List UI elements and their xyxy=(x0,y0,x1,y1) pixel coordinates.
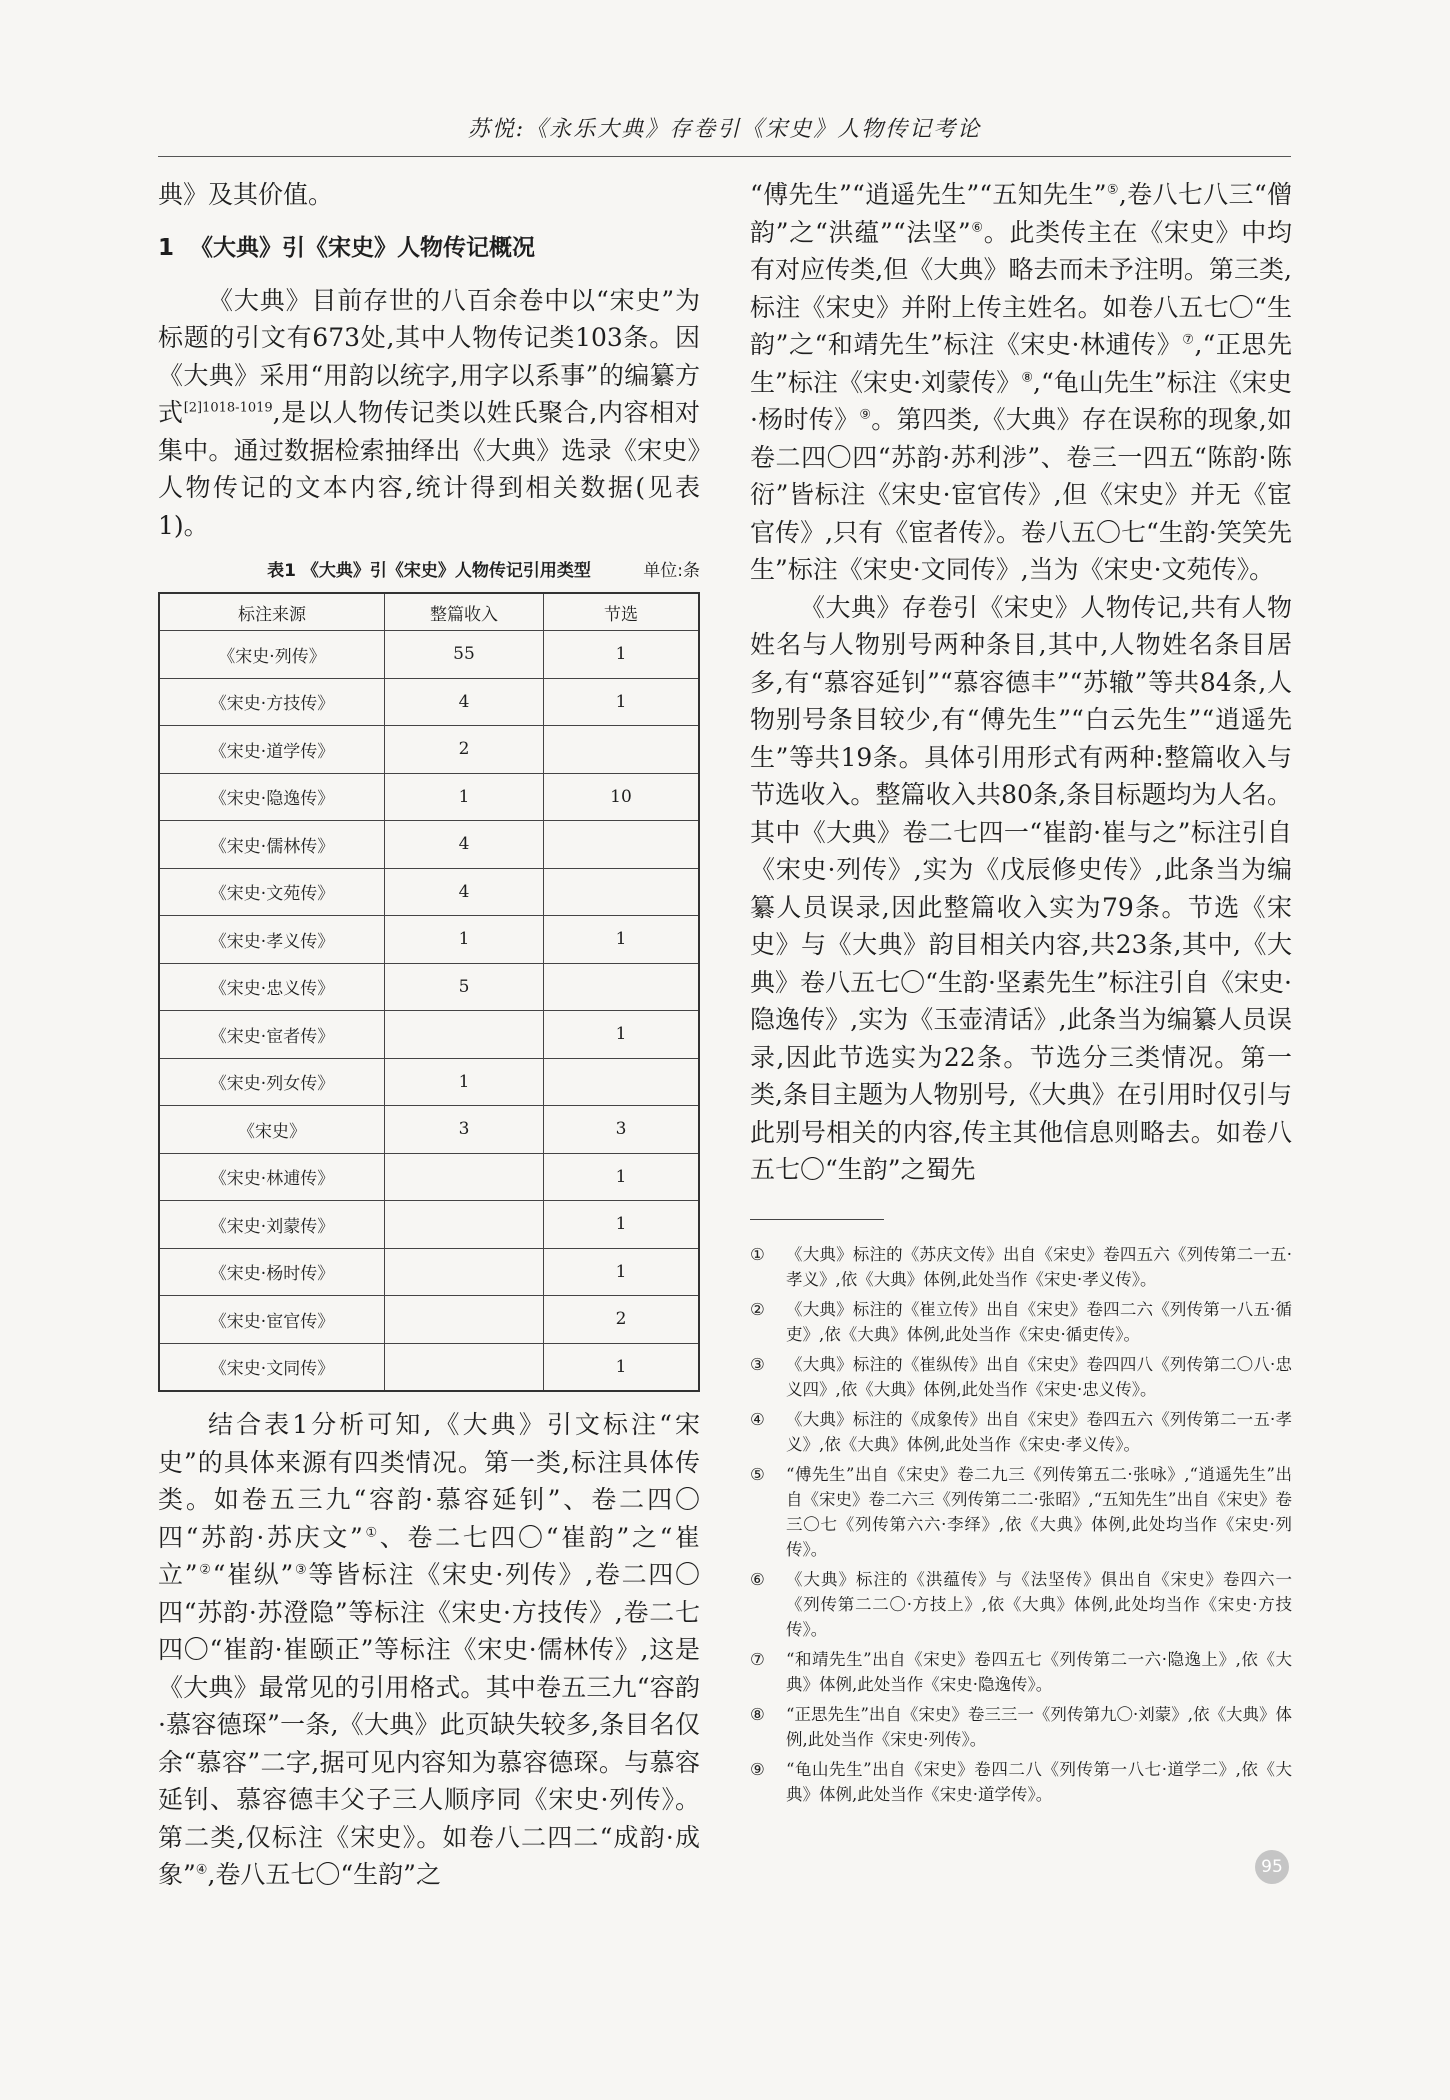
table-title: 表1 《大典》引《宋史》人物传记引用类型 xyxy=(267,561,591,581)
table-row xyxy=(159,1343,699,1391)
table-cell: 3 xyxy=(544,1106,700,1154)
table-unit: 单位:条 xyxy=(643,561,700,581)
footnotes xyxy=(750,1242,1292,1807)
table-cell: 《宋史·方技传》 xyxy=(159,678,385,726)
left-column xyxy=(158,176,700,1894)
footnote xyxy=(750,1352,1292,1402)
table-cell: 3 xyxy=(385,1106,544,1154)
section-number: 1 xyxy=(158,234,175,261)
footnote-mark: ④ xyxy=(750,1409,765,1429)
footnote-ref: ② xyxy=(197,1562,213,1578)
table-cell: 1 xyxy=(544,1153,700,1201)
table-cell: 10 xyxy=(544,773,700,821)
footnote-ref: ⑨ xyxy=(859,407,872,423)
table-cell: 《宋史·隐逸传》 xyxy=(159,773,385,821)
paragraph-3-text: 。此类传主在《宋史》中均有对应传类,但《大典》略去而未予注明。第三类,标注《宋史》并附上传主姓名。如卷八五七〇“生韵”之“和靖先生”标注《宋史·林逋传》 xyxy=(750,217,1292,359)
footnote-mark: ⑨ xyxy=(750,1759,765,1779)
paragraph-1-text-a: 《大典》目前存世的八百余卷中以“宋史”为标题的引文有673处,其中人物传记类103条。因《大典》采用“用韵以统字,用字以系事”的编纂方式 xyxy=(158,285,700,427)
table-cell: 《宋史·宦官传》 xyxy=(159,1296,385,1344)
footnote-text: 《大典》标注的《成象传》出自《宋史》卷四五六《列传第二一五·孝义》,依《大典》体例,此处当作《宋史·孝义传》。 xyxy=(786,1409,1292,1454)
table-header-cell: 整篇收入 xyxy=(385,593,544,631)
footnote-mark: ⑦ xyxy=(750,1649,765,1669)
table-row xyxy=(159,963,699,1011)
table-header-cell: 标注来源 xyxy=(159,593,385,631)
table-cell: 1 xyxy=(544,678,700,726)
table-row xyxy=(159,773,699,821)
table-cell: 1 xyxy=(544,1248,700,1296)
table-cell: 2 xyxy=(385,726,544,774)
table-cell: 1 xyxy=(385,773,544,821)
paragraph-3 xyxy=(750,176,1292,589)
table-cell xyxy=(544,821,700,869)
table-cell: 1 xyxy=(544,1343,700,1391)
paragraph-2-text: ,卷八五七〇“生韵”之 xyxy=(207,1860,441,1889)
paragraph-4: 《大典》存卷引《宋史》人物传记,共有人物姓名与人物别号两种条目,其中,人物姓名条目居多,有“慕容延钊”“慕容德丰”“苏辙”等共84条,人物别号条目较少,有“傅先生”“白云先生”“逍遥先生”等共19条。具体引用形式有两种:整篇收入与节选收入。整篇收入共80条,条目标题均为人名。其中《大典》卷二七四一“崔韵·崔与之”标注引自《宋史·列传》,实为《戊辰修史传》,此条当为编纂人员误录,因此整篇收入实为79条。节选《宋史》与《大典》韵目相关内容,共23条,其中,《大典》卷八五七〇“生韵·坚素先生”标注引自《宋史·隐逸传》,实为《玉壶清话》,此条当为编纂人员误录,因此节选实为22条。节选分三类情况。第一类,条目主题为人物别号,《大典》在引用时仅引与此别号相关的内容,传主其他信息则略去。如卷八五七〇“生韵”之蜀先 xyxy=(750,592,1292,1184)
footnote-ref: ⑦ xyxy=(1182,332,1195,348)
table-row xyxy=(159,1153,699,1201)
table-cell: 《宋史·忠义传》 xyxy=(159,963,385,1011)
footnote-mark: ⑧ xyxy=(750,1704,765,1724)
table-cell xyxy=(544,726,700,774)
table-cell: 4 xyxy=(385,821,544,869)
footnote-mark: ③ xyxy=(750,1354,765,1374)
table-cell xyxy=(385,1296,544,1344)
table-cell: 《宋史·孝义传》 xyxy=(159,916,385,964)
footnote-ref: ⑥ xyxy=(970,220,984,236)
table-cell: 《宋史·列传》 xyxy=(159,631,385,679)
table-cell xyxy=(544,1058,700,1106)
table-cell xyxy=(385,1153,544,1201)
paragraph-3-text: ,“正思先生”标注《宋史·刘蒙传》 xyxy=(750,330,1292,397)
footnote-ref: ① xyxy=(362,1525,380,1541)
paragraph-3-text: ,“龟山先生”标注《宋史·杨时传》 xyxy=(750,367,1293,434)
table-row xyxy=(159,631,699,679)
paragraph-2-text: 等皆标注《宋史·列传》,卷二四〇四“苏韵·苏澄隐”等标注《宋史·方技传》,卷二七四〇“崔韵·崔颐正”等标注《宋史·儒林传》,这是《大典》最常见的引用格式。其中卷五三九“容韵·慕容德琛”一条,《大典》此页缺失较多,条目名仅余“慕容”二字,据可见内容知为慕容德琛。与慕容延钊、慕容德丰父子三人顺序同《宋史·列传》。第二类,仅标注《宋史》。如卷八二四二“成韵·成象” xyxy=(158,1560,701,1889)
table-cell: 《宋史·刘蒙传》 xyxy=(159,1201,385,1249)
table-header-row xyxy=(159,593,699,631)
footnote-ref: ⑧ xyxy=(1021,370,1034,386)
table-cell xyxy=(385,1011,544,1059)
table-cell: 《宋史》 xyxy=(159,1106,385,1154)
table-cell: 《宋史·杨时传》 xyxy=(159,1248,385,1296)
table-row xyxy=(159,1248,699,1296)
footnote xyxy=(750,1297,1292,1347)
footnote xyxy=(750,1242,1292,1292)
table-cell: 1 xyxy=(385,1058,544,1106)
footnote xyxy=(750,1462,1292,1562)
table-row xyxy=(159,821,699,869)
footnote-rule xyxy=(750,1219,884,1220)
footnote-mark: ② xyxy=(750,1299,765,1319)
table-cell: 55 xyxy=(385,631,544,679)
footnote-text: “和靖先生”出自《宋史》卷四五七《列传第二一六·隐逸上》,依《大典》体例,此处当作《宋史·隐逸传》。 xyxy=(786,1649,1292,1694)
footnote-text: 《大典》标注的《洪蕴传》与《法坚传》俱出自《宋史》卷四六一《列传第二二〇·方技上》,依《大典》体例,此处均当作《宋史·方技传》。 xyxy=(786,1569,1292,1639)
right-column xyxy=(750,176,1292,1812)
footnote-ref: ③ xyxy=(293,1562,309,1578)
table-cell: 《宋史·文同传》 xyxy=(159,1343,385,1391)
citation-superscript: [2]1018-1019 xyxy=(183,400,273,416)
table-row xyxy=(159,726,699,774)
table-cell: 2 xyxy=(544,1296,700,1344)
footnote-mark: ⑥ xyxy=(750,1569,765,1589)
footnote-text: 《大典》标注的《崔立传》出自《宋史》卷四二六《列传第一八五·循吏》,依《大典》体例,此处当作《宋史·循吏传》。 xyxy=(786,1299,1292,1344)
paragraph-2 xyxy=(158,1406,700,1894)
paragraph-3-text: “傅先生”“逍遥先生”“五知先生” xyxy=(750,180,1107,209)
paragraph-2-text: 、卷二七四〇“崔韵”之“崔立” xyxy=(158,1522,701,1589)
table-cell: 1 xyxy=(544,1011,700,1059)
paragraph-2-text: “崔纵” xyxy=(212,1560,294,1589)
footnote-mark: ① xyxy=(750,1244,765,1264)
paragraph-3-text: 。第四类,《大典》存在误称的现象,如卷二四〇四“苏韵·苏利涉”、卷三一四五“陈韵·陈衍”皆标注《宋史·宦官传》,但《宋史》并无《宦官传》,只有《宦者传》。卷八五〇七“生韵·笑笑先生”标注《宋史·文同传》,当为《宋史·文苑传》。 xyxy=(750,405,1292,584)
table-cell: 1 xyxy=(544,1201,700,1249)
table-row xyxy=(159,1011,699,1059)
footnote-text: “正思先生”出自《宋史》卷三三一《列传第九〇·刘蒙》,依《大典》体例,此处当作《宋史·列传》。 xyxy=(786,1704,1292,1749)
table-cell: 5 xyxy=(385,963,544,1011)
footnote-text: “龟山先生”出自《宋史》卷四二八《列传第一八七·道学二》,依《大典》体例,此处当作《宋史·道学传》。 xyxy=(786,1759,1292,1804)
table-cell: 《宋史·列女传》 xyxy=(159,1058,385,1106)
paragraph-3-text: ,卷八七八三“僧韵”之“洪蕴”“法坚” xyxy=(750,180,1292,247)
table-cell xyxy=(544,868,700,916)
table-row xyxy=(159,1058,699,1106)
table-cell xyxy=(385,1248,544,1296)
table-cell: 4 xyxy=(385,678,544,726)
table-cell: 《宋史·宦者传》 xyxy=(159,1011,385,1059)
page-number: 95 xyxy=(1255,1850,1289,1884)
citation-type-table xyxy=(158,592,700,1392)
footnote xyxy=(750,1757,1292,1807)
paragraph-1 xyxy=(158,282,700,545)
footnote-text: “傅先生”出自《宋史》卷二九三《列传第五二·张咏》,“逍遥先生”出自《宋史》卷二六三《列传第二二·张昭》,“五知先生”出自《宋史》卷三〇七《列传第六六·李绎》,依《大典》体例,此处均当作《宋史·列传》。 xyxy=(786,1464,1292,1559)
running-head: 苏悦:《永乐大典》存卷引《宋史》人物传记考论 xyxy=(467,117,982,142)
section-heading xyxy=(158,228,700,268)
table-cell: 1 xyxy=(385,916,544,964)
table-row xyxy=(159,678,699,726)
footnote xyxy=(750,1407,1292,1457)
paragraph-1-text-b: ,是以人物传记类以姓氏聚合,内容相对集中。通过数据检索抽绎出《大典》选录《宋史》人物传记的文本内容,统计得到相关数据(见表1)。 xyxy=(158,398,700,540)
table-cell: 《宋史·林逋传》 xyxy=(159,1153,385,1201)
table-body xyxy=(159,631,699,1392)
table-cell: 《宋史·道学传》 xyxy=(159,726,385,774)
footnote-text: 《大典》标注的《崔纵传》出自《宋史》卷四四八《列传第二〇八·忠义四》,依《大典》体例,此处当作《宋史·忠义传》。 xyxy=(786,1354,1292,1399)
footnote-text: 《大典》标注的《苏庆文传》出自《宋史》卷四五六《列传第二一五·孝义》,依《大典》体例,此处当作《宋史·孝义传》。 xyxy=(786,1244,1292,1289)
table-cell: 4 xyxy=(385,868,544,916)
table-row xyxy=(159,1106,699,1154)
paragraph-2-text: 结合表1分析可知,《大典》引文标注“宋史”的具体来源有四类情况。第一类,标注具体传类。如卷五三九“容韵·慕容延钊”、卷二四〇四“苏韵·苏庆文” xyxy=(158,1410,700,1552)
table-row xyxy=(159,916,699,964)
table-cell xyxy=(385,1343,544,1391)
table-cell: 《宋史·文苑传》 xyxy=(159,868,385,916)
intro-fragment: 典》及其价值。 xyxy=(158,180,334,209)
table-row xyxy=(159,868,699,916)
section-title: 《大典》引《宋史》人物传记概况 xyxy=(190,234,535,261)
footnote xyxy=(750,1647,1292,1697)
footnote-ref: ⑤ xyxy=(1106,182,1119,198)
table-cell xyxy=(544,963,700,1011)
table-cell xyxy=(385,1201,544,1249)
table-caption xyxy=(158,556,700,584)
table-cell: 1 xyxy=(544,916,700,964)
footnote xyxy=(750,1702,1292,1752)
table-cell: 《宋史·儒林传》 xyxy=(159,821,385,869)
footnote-ref: ④ xyxy=(195,1862,208,1878)
table-header-cell: 节选 xyxy=(544,593,700,631)
table-row xyxy=(159,1201,699,1249)
footnote xyxy=(750,1567,1292,1642)
table-cell: 1 xyxy=(544,631,700,679)
table-row xyxy=(159,1296,699,1344)
footnote-mark: ⑤ xyxy=(750,1464,765,1484)
header-rule xyxy=(158,156,1291,157)
